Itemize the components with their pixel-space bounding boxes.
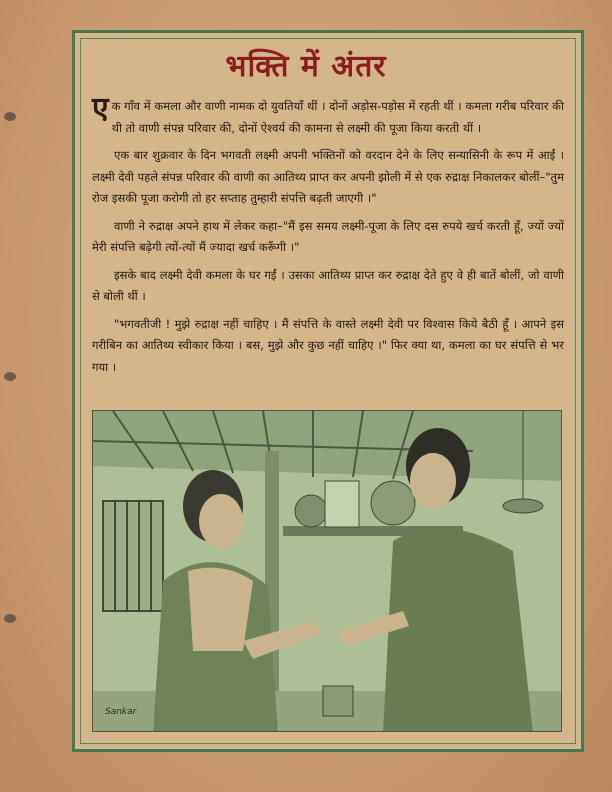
- paragraph: [92, 91, 564, 139]
- paragraph: एक बार शुक्रवार के दिन भगवती लक्ष्मी अपनी भक्तिनों को वरदान देने के लिए सन्यासिनी के रूप में आईं । लक्ष्मी देवी पहले संपन्न परिवार की वाणी का आतिथ्य प्राप्त कर अपनी झोली में से एक रुद्राक्ष निकालकर बोलीं–"तुम रोज इसकी पूजा करोगी तो हर सप्ताह तुम्हारी संपत्ति बढ़ती जाएगी ।": [92, 148, 564, 205]
- artist-signature: Sankar: [105, 707, 137, 717]
- illustration-scene: [93, 411, 562, 732]
- story-illustration: [92, 410, 562, 732]
- story-text: [92, 91, 564, 384]
- paragraph-text: क गाँव में कमला और वाणी नामक दो युवतियाँ थीं । दोनों अड़ोस-पड़ोस में रहती थीं । कमला गरीब परिवार की थी तो वाणी संपन्न परिवार की, दोनों ऐश्वर्य की कामना से लक्ष्मी की पूजा किया करती थीं ।: [111, 99, 564, 135]
- page-title: भक्ति में अंतर: [225, 49, 387, 84]
- paragraph: "भगवतीजी ! मुझे रुद्राक्ष नहीं चाहिए । मैं संपत्ति के वास्ते लक्ष्मी देवी पर विश्वास किये बैठी हूँ । आपने इस गरीबिन का आतिथ्य स्वीकार किया । बस, मुझे और कुछ नहीं चाहिए ।" फिर क्या था, कमला का घर संपत्ति से भर गया ।: [92, 316, 564, 374]
- punch-hole: [4, 614, 16, 623]
- punch-hole: [4, 112, 16, 121]
- paragraph: इसके बाद लक्ष्मी देवी कमला के घर गईं । उसका आतिथ्य प्राप्त कर रुद्राक्ष देते हुए वे ही बातें बोलीं, जो वाणी से बोली थीं ।: [92, 267, 564, 303]
- drop-cap: ए: [92, 91, 109, 126]
- punch-hole: [4, 372, 16, 381]
- paragraph: वाणी ने रुद्राक्ष अपने हाथ में लेकर कहा–"मैं इस समय लक्ष्मी-पूजा के लिए दस रुपये खर्च करती हूँ, ज्यों ज्यों मेरी संपत्ति बढ़ेगी त्यों-त्यों मैं ज्यादा खर्च करूँगी ।": [92, 218, 564, 254]
